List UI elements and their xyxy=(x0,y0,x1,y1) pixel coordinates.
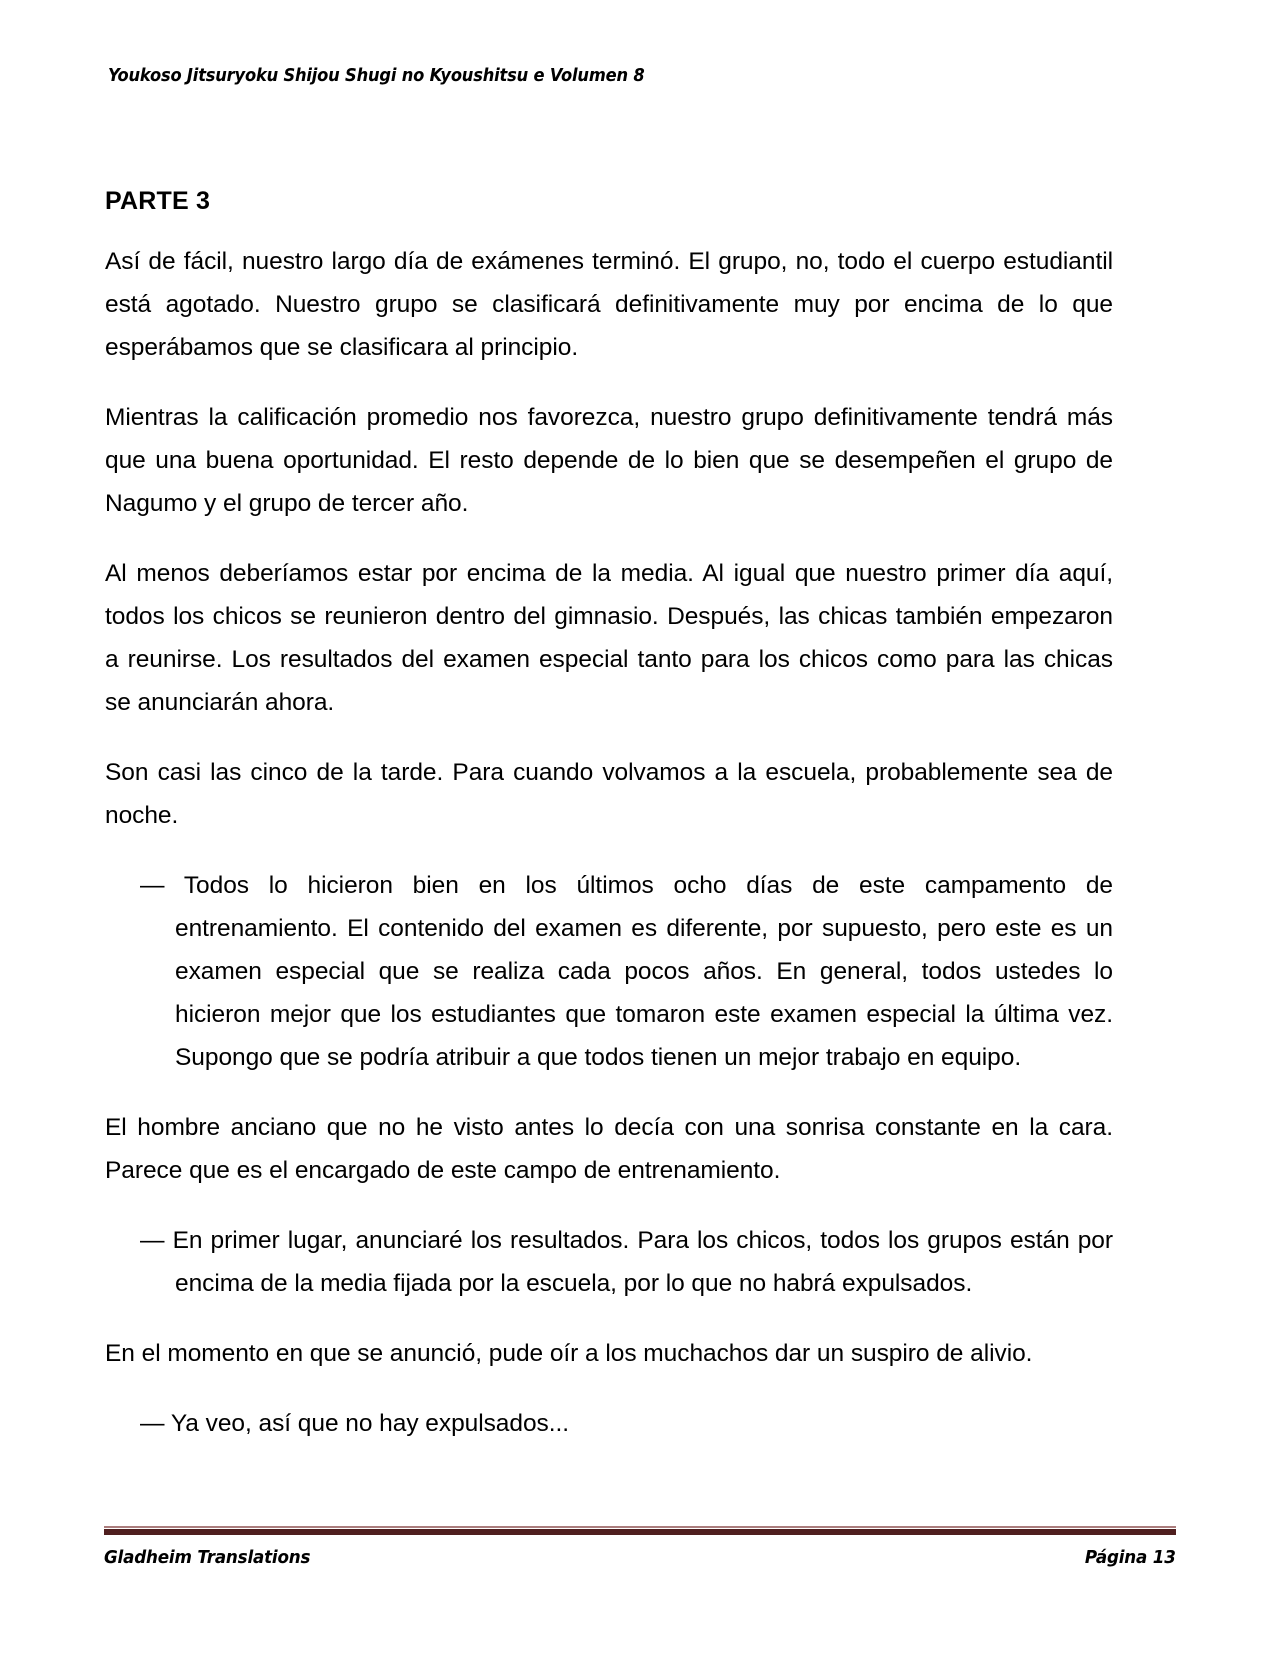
body-paragraph: Son casi las cinco de la tarde. Para cuando volvamos a la escuela, probablemente sea de noche. xyxy=(105,759,1113,829)
dialogue-text: Todos lo hicieron bien en los últimos ocho días de este campamento de entrenamiento. El contenido del examen es diferente, por supuesto, pero este es un examen especial que se realiza cada pocos años. En general, todos ustedes lo hicieron mejor que los estudiantes que tomaron este examen especial la última vez. Supongo que se podría atribuir a que todos tienen un mejor trabajo en equipo. xyxy=(175,872,1113,1071)
body-paragraph: El hombre anciano que no he visto antes lo decía con una sonrisa constante en la cara. Parece que es el encargado de este campo de entrenamiento. xyxy=(105,1114,1113,1184)
footer-row xyxy=(104,1547,1176,1568)
em-dash-marker: — xyxy=(140,872,165,899)
body-paragraph: Así de fácil, nuestro largo día de exámenes terminó. El grupo, no, todo el cuerpo estudiantil está agotado. Nuestro grupo se clasificará definitivamente muy por encima de lo que esperábamos que se clasificara al principio. xyxy=(105,248,1113,361)
page-title: PARTE 3 xyxy=(105,187,211,215)
footer-translator-credit: Gladheim Translations xyxy=(104,1547,311,1568)
em-dash-marker: — xyxy=(140,1227,165,1254)
body-blocks xyxy=(105,240,1113,1445)
footer-rule xyxy=(104,1529,1176,1535)
footer-page-number: Página 13 xyxy=(1085,1547,1176,1568)
dialogue-text: En primer lugar, anunciaré los resultados. Para los chicos, todos los grupos están por encima de la media fijada por la escuela, por lo que no habrá expulsados. xyxy=(172,1227,1113,1297)
em-dash-marker: — xyxy=(140,1410,165,1437)
body-paragraph: En el momento en que se anunció, pude oír a los muchachos dar un suspiro de alivio. xyxy=(105,1340,1033,1367)
header-title: Youkoso Jitsuryoku Shijou Shugi no Kyoushitsu e Volumen 8 xyxy=(108,66,645,86)
running-header xyxy=(108,66,1172,96)
dialogue-line xyxy=(105,1219,1113,1305)
dialogue-line xyxy=(105,1402,1113,1445)
document-body xyxy=(105,186,1113,1472)
footer-rule-accent xyxy=(104,1526,1176,1528)
body-paragraph: Al menos deberíamos estar por encima de la media. Al igual que nuestro primer día aquí, todos los chicos se reunieron dentro del gimnasio. Después, las chicas también empezaron a reunirse. Los resultados del examen especial tanto para los chicos como para las chicas se anunciarán ahora. xyxy=(105,560,1113,716)
running-footer xyxy=(104,1526,1176,1568)
body-paragraph: Mientras la calificación promedio nos favorezca, nuestro grupo definitivamente tendrá más que una buena oportunidad. El resto depende de lo bien que se desempeñen el grupo de Nagumo y el grupo de tercer año. xyxy=(105,404,1113,517)
dialogue-line xyxy=(105,864,1113,1079)
dialogue-text: Ya veo, así que no hay expulsados... xyxy=(170,1410,570,1437)
